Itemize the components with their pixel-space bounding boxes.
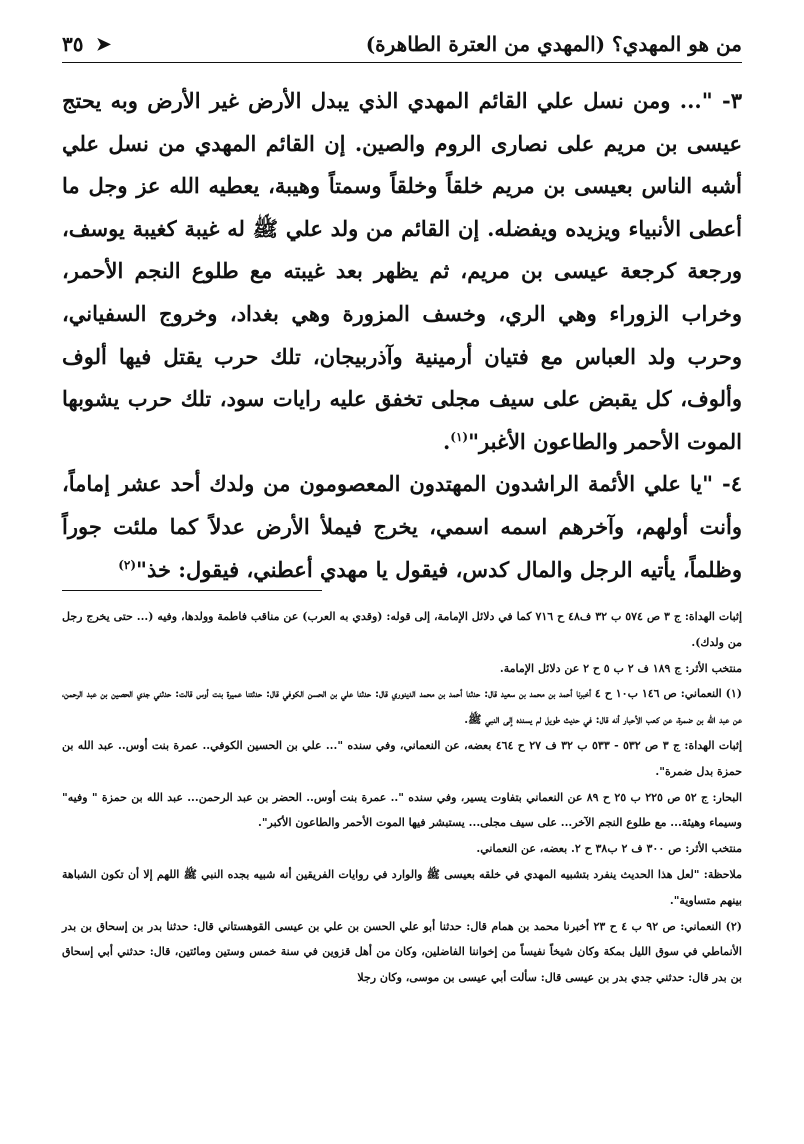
paragraph-text: ٤- "يا علي الأئمة الراشدون المهتدون المعصومون من ولدك أحد عشر إماماً، وأنت أولهم، وآخرهم اسمه اسمي، يخرج فيملأ الأرض عدلاً كما ملئت جوراً وظلماً، يأتيه الرجل والمال كدس، فيقول يا مهدي أعطني، فيقول: خذ" [62, 471, 743, 582]
footnote-entry: (١) النعماني: ص ١٤٦ ب١٠ ح ٤ أخبرنا أحمد بن محمد بن سعيد قال: حدثنا أحمد بن محمد الدينوري قال: حدثنا علي بن الحسن الكوفي قال: حدثتنا عميرة بنت أوس قالت: حدثني جدي الحصين بن عبد الرحمن، عن عبد الله بن ضمرة، عن كعب الأحبار أنه قال: في حديث طويل لم يسنده إلى النبي ﷺ. [62, 687, 742, 727]
main-text [62, 80, 742, 591]
footnote-ref-2: (٢) [118, 557, 137, 572]
footnote-entry: إثبات الهداة: ج ٣ ص ٥٧٤ ب ٣٢ ف٤٨ ح ٧١٦ كما في دلائل الإمامة، إلى قوله: (وقدي به العرب) عن مناقب فاطمة وولدها، وفيه (... حتى يخرج رجل من ولدك). [62, 610, 743, 649]
paragraph-3 [62, 80, 742, 463]
paragraph-4 [62, 463, 742, 591]
footnote-entry: البحار: ج ٥٢ ص ٢٢٥ ب ٢٥ ح ٨٩ عن النعماني بتفاوت يسير، وفي سنده ".. عمرة بنت أوس.. الحضر بن عبد الرحمن... عبد الله بن حمزة " وفيه" وسيماء وهيئة... مع طلوع النجم الآخر... على سيف مجلى... يستبشر فيها الموت الأحمر والطاعون الأكبر". [62, 790, 743, 830]
header-rule [62, 62, 742, 63]
footnotes [62, 604, 742, 991]
footnote-entry: ملاحظة: "لعل هذا الحديث ينفرد بتشبيه المهدي في خلقه بعيسى ﷺ والوارد في روايات الفريقين أنه شبيه بجده النبي ﷺ اللهم إلا أن تكون الشباهة بينهم متساوية". [62, 867, 742, 907]
running-header [62, 28, 742, 68]
paragraph-end: . [442, 428, 451, 454]
header-title: من هو المهدي؟ (المهدي من العترة الطاهرة) [365, 32, 742, 56]
paragraph-text: ٣- "... ومن نسل علي القائم المهدي الذي يبدل الأرض غير الأرض وبه يحتج عيسى بن مريم على نصارى الروم والصين. إن القائم المهدي من نسل علي أشبه الناس بعيسى بن مريم خلقاً وخلقاً وسمتاً وهيبة، يعطيه الله عز وجل ما أعطى الأنبياء ويزيده ويفضله. إن القائم من ولد علي ﷺ له غيبة كغيبة يوسف، ورجعة كرجعة عيسى بن مريم، ثم يظهر بعد غيبته مع طلوع النجم الأحمر، وخراب الزوراء وهي الري، وخسف المزورة وهي بغداد، وخروج السفياني، وحرب ولد العباس مع فتيان أرمينية وآذربيجان، تلك حرب يقتل فيها ألوف وألوف، كل يقبض على سيف مجلى تخفق عليه رايات سود، تلك حرب يشوبها الموت الأحمر والطاعون الأغبر" [62, 88, 742, 454]
page-number: ٣٥ [62, 32, 84, 56]
footnote-entry: (٢) النعماني: ص ٩٢ ب ٤ ح ٢٣ أخبرنا محمد بن همام قال: حدثنا أبو علي الحسن بن علي بن عيسى القوهستاني قال: حدثنا بدر بن إسحاق بن بدر الأنماطي في سوق الليل بمكة وكان شيخاً نفيساً من إخواننا الفاضلين، وكان من أهل قزوين في سنة خمس وستين ومائتين، قال: حدثني أبي إسحاق بن بدر قال: حدثني جدي بدر بن عيسى قال: سألت أبي عيسى بن موسى، وكان رجلا [62, 919, 743, 985]
footnote-separator [62, 590, 322, 591]
footnote-entry: منتخب الأثر: ص ٣٠٠ ف ٢ ب٣٨ ح ٢. بعضه، عن النعماني. [476, 842, 742, 856]
footnote-entry: إثبات الهداة: ج ٣ ص ٥٣٢ - ٥٣٣ ب ٣٢ ف ٢٧ ح ٤٦٤ بعضه، عن النعماني، وفي سنده "... علي بن الحسين الكوفي.. عمرة بنت أوس.. عبد الله بن حمزة بدل ضمرة". [62, 738, 743, 778]
header-arrow-icon: ➤ [96, 34, 112, 55]
footnote-ref-1: (١) [450, 429, 469, 444]
footnote-entry: منتخب الأثر: ج ١٨٩ ف ٢ ب ٥ ح ٢ عن دلائل الإمامة. [499, 661, 742, 675]
